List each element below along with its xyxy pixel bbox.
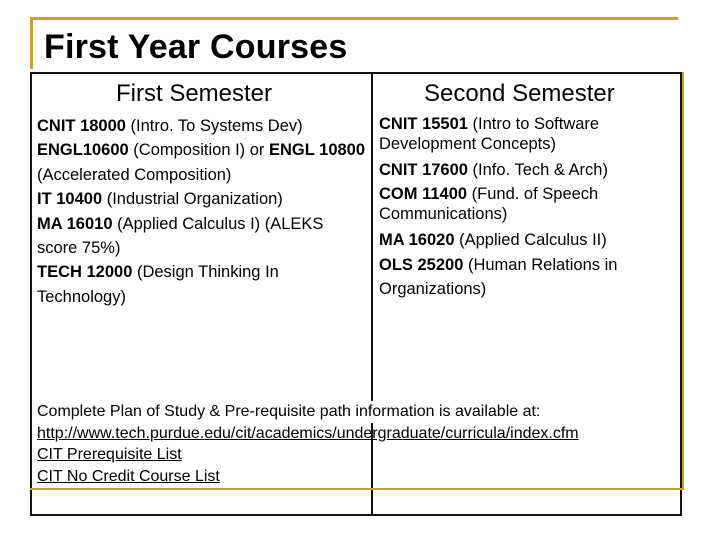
course-code: TECH 12000 xyxy=(37,263,133,282)
footer-rule xyxy=(30,488,684,490)
course-entry xyxy=(37,260,367,309)
table-side-rule xyxy=(682,72,684,488)
first-semester-heading: First Semester xyxy=(116,80,273,107)
page-title: First Year Courses xyxy=(44,28,348,66)
prerequisite-list-link[interactable]: CIT Prerequisite List xyxy=(37,446,182,463)
footer-text: Complete Plan of Study & Pre-requisite path information is available at: xyxy=(37,401,579,423)
course-description: (Accelerated Composition) xyxy=(37,165,232,184)
footer-info xyxy=(37,401,579,487)
no-credit-list-link[interactable]: CIT No Credit Course List xyxy=(37,467,220,485)
course-code: IT 10400 xyxy=(37,190,103,209)
course-code: MA 16020 xyxy=(379,231,455,250)
course-entry xyxy=(37,138,367,187)
second-semester-courses xyxy=(379,114,677,302)
course-description: (Composition I) or xyxy=(128,141,270,160)
course-description: (Intro to Software Development Concepts) xyxy=(379,115,600,153)
course-entry xyxy=(379,228,677,252)
course-description: (Applied Calculus II) xyxy=(454,231,607,250)
course-description: (Info. Tech & Arch) xyxy=(467,161,608,179)
course-description: (Applied Calculus I) (ALEKS score 75%) xyxy=(37,214,324,258)
course-entry xyxy=(379,253,677,302)
course-code: ENGL 10800 xyxy=(269,141,366,160)
title-side-rule xyxy=(30,17,33,69)
course-entry xyxy=(37,187,367,211)
course-description: (Intro. To Systems Dev) xyxy=(125,117,303,135)
course-entry xyxy=(379,114,677,154)
course-code: CNIT 17600 xyxy=(379,161,468,179)
course-code: MA 16010 xyxy=(37,214,113,233)
course-code: CNIT 15501 xyxy=(379,115,468,133)
curricula-link[interactable]: http://www.tech.purdue.edu/cit/academics/undergraduate/curricula/index.cfm xyxy=(37,424,579,442)
course-description: (Fund. of Speech Communications) xyxy=(379,185,599,224)
course-entry xyxy=(379,184,677,224)
course-code: COM 11400 xyxy=(379,185,468,204)
course-description: (Design Thinking In Technology) xyxy=(37,263,279,306)
course-entry xyxy=(379,158,677,182)
course-entry xyxy=(37,212,367,261)
course-description: (Human Relations in Organizations) xyxy=(379,255,618,299)
course-entry xyxy=(37,114,367,138)
title-rule xyxy=(30,17,678,20)
course-code: OLS 25200 xyxy=(379,255,464,274)
course-description: (Industrial Organization) xyxy=(102,190,283,209)
second-semester-heading: Second Semester xyxy=(424,80,615,107)
course-code: ENGL10600 xyxy=(37,141,129,160)
first-semester-courses xyxy=(37,114,367,309)
course-code: CNIT 18000 xyxy=(37,117,126,135)
